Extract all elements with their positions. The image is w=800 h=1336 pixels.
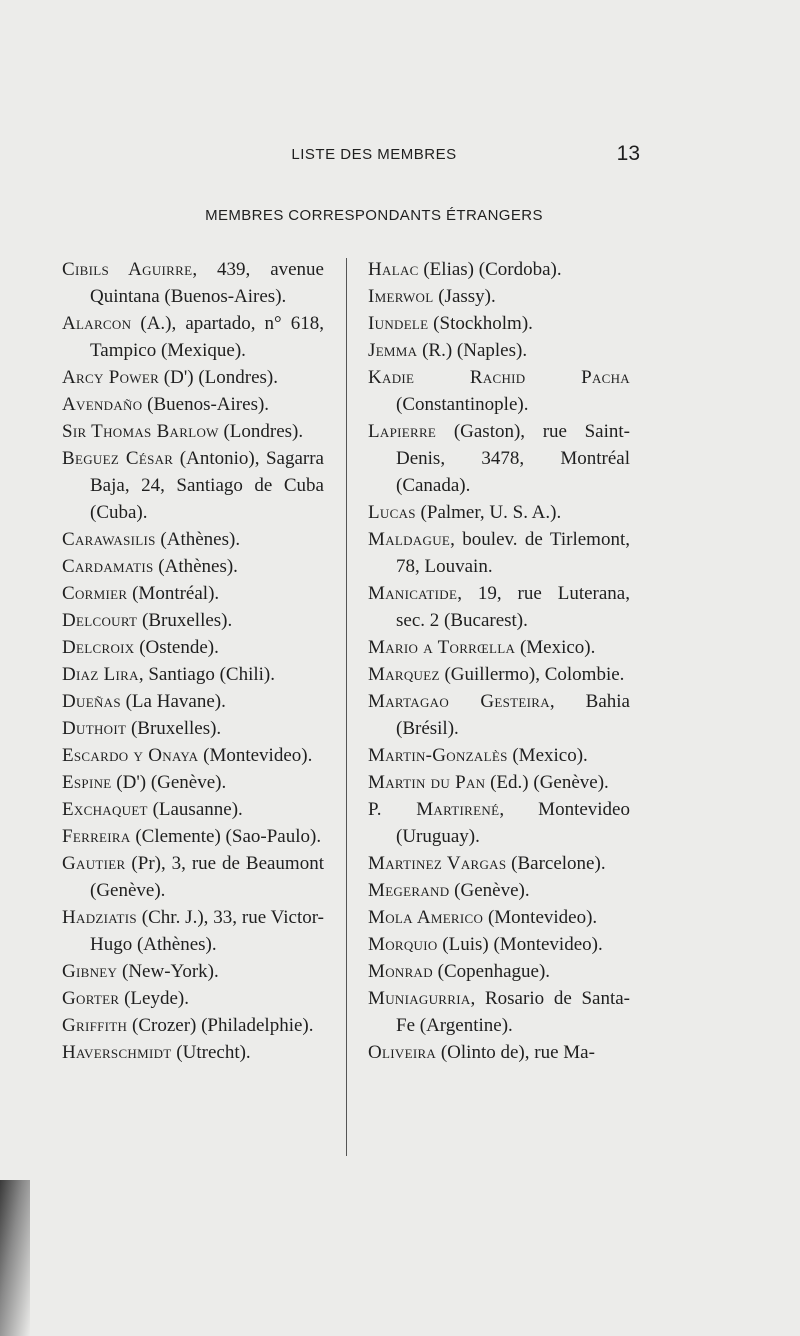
member-detail: (Copenhague). [432,961,551,982]
member-detail: (Stockholm). [428,313,533,334]
member-entry [62,1039,324,1066]
member-entry [368,688,630,742]
member-detail: (Chr. J.), 33, rue Victor-Hugo (Athènes). [90,907,324,955]
member-entry [62,742,324,769]
member-entry [368,418,630,499]
member-name: Hadziatis [62,907,137,928]
member-name: Lucas [368,502,416,523]
member-name: Monrad [368,961,433,982]
member-name: Manicatide [368,583,458,604]
member-name: Gorter [62,988,120,1009]
member-name: Martin-Gonzalès [368,745,508,766]
member-entry [62,715,324,742]
member-name: Gibney [62,961,118,982]
member-entry [368,985,630,1039]
member-detail: (R.) (Naples). [417,340,528,361]
page-edge-shadow [0,1180,30,1336]
member-entry [62,310,324,364]
member-detail: (Palmer, U. S. A.). [415,502,562,523]
member-detail: (Crozer) (Philadelphie). [127,1015,314,1036]
member-entry [368,769,630,796]
member-detail: (Montréal). [127,583,220,604]
member-entry [62,1012,324,1039]
member-name: Escardo y Onaya [62,745,199,766]
member-detail: (Leyde). [119,988,189,1009]
member-entry [368,580,630,634]
member-entry [62,904,324,958]
member-detail: (Buenos-Aires). [142,394,270,415]
member-detail: (New-York). [117,961,219,982]
column-divider [346,258,347,1156]
member-detail: (Jassy). [433,286,496,307]
member-detail: (D') (Genève). [111,772,227,793]
member-entry [62,823,324,850]
member-entry [62,607,324,634]
member-name: Haverschmidt [62,1042,172,1063]
member-name: Megerand [368,880,450,901]
member-name: Diaz Lira [62,664,139,685]
member-name: Sir Thomas Barlow [62,421,219,442]
member-entry [62,580,324,607]
member-entry [368,256,630,283]
member-name: Imerwol [368,286,434,307]
member-entry [368,526,630,580]
member-entry [368,931,630,958]
member-detail: (Athènes). [153,556,238,577]
member-name: Beguez César [62,448,174,469]
member-name: P. Martirené [368,799,500,820]
member-name: Delcroix [62,637,135,658]
member-name: Jemma [368,340,418,361]
section-title: MEMBRES CORRESPONDANTS ÉTRANGERS [205,207,543,224]
member-detail: (Barcelone). [506,853,606,874]
member-entry [62,553,324,580]
member-name: Espine [62,772,112,793]
member-name: Carawasilis [62,529,156,550]
member-entry [368,904,630,931]
member-name: Ferreira [62,826,131,847]
right-column [368,256,630,1066]
member-name: Cardamatis [62,556,154,577]
member-detail: (Londres). [218,421,304,442]
member-entry [368,499,630,526]
member-entry [62,958,324,985]
member-name: Martagao Gesteira [368,691,550,712]
member-name: Duthoit [62,718,127,739]
member-detail: (Ostende). [134,637,219,658]
member-detail: (Montevideo). [483,907,598,928]
member-entry [368,796,630,850]
member-detail: (Antonio), Sagarra Baja, 24, Santiago de Cuba (Cuba). [90,448,324,523]
member-entry [62,418,324,445]
member-name: Martinez Vargas [368,853,507,874]
running-title: LISTE DES MEMBRES [291,146,457,163]
member-name: Oliveira [368,1042,437,1063]
member-detail: (Guillermo), Colombie. [439,664,625,685]
member-detail: , boulev. de Tirlemont, 78, Louvain. [396,529,630,577]
member-entry [368,850,630,877]
member-name: Muniagurria [368,988,471,1009]
member-name: Morquio [368,934,438,955]
member-detail: (Gaston), rue Saint-Denis, 3478, Montréal (Canada). [396,421,630,496]
member-name: Arcy Power [62,367,160,388]
member-name: Mola Americo [368,907,484,928]
member-entry [62,364,324,391]
member-detail: (Constantinople). [396,394,529,415]
member-detail: , 19, rue Luterana, sec. 2 (Bucarest). [396,583,630,631]
member-detail: (Clemente) (Sao-Paulo). [130,826,322,847]
member-detail: , Santiago (Chili). [138,664,275,685]
member-name: Cormier [62,583,128,604]
member-entry [62,796,324,823]
member-name: Griffith [62,1015,128,1036]
left-column [62,256,324,1066]
member-entry [62,391,324,418]
member-entry [368,742,630,769]
member-detail: , Montevideo (Uruguay). [396,799,630,847]
member-detail: (Luis) (Montevideo). [437,934,603,955]
member-name: Kadie Rachid Pacha [368,367,630,388]
member-name: Avendaño [62,394,143,415]
member-entry [62,985,324,1012]
member-detail: (Utrecht). [171,1042,251,1063]
member-detail: (Genève). [449,880,530,901]
member-name: Cibils Aguirre [62,259,193,280]
member-entry [62,850,324,904]
member-detail: (Bruxelles). [137,610,233,631]
member-entry [368,283,630,310]
member-entry [62,445,324,526]
member-name: Maldague [368,529,451,550]
member-detail: (D') (Londres). [159,367,279,388]
member-detail: (Lausanne). [147,799,243,820]
member-name: Marquez [368,664,440,685]
member-entry [368,634,630,661]
page-number: 13 [616,142,640,165]
member-detail: , Bahia (Brésil). [396,691,630,739]
member-detail: (Elias) (Cordoba). [418,259,562,280]
member-detail: (Athènes). [155,529,241,550]
member-name: Delcourt [62,610,138,631]
member-entry [62,661,324,688]
member-entry [62,256,324,310]
member-entry [368,958,630,985]
member-name: Dueñas [62,691,121,712]
member-name: Martin du Pan [368,772,486,793]
member-detail: (Ed.) (Genève). [485,772,609,793]
member-detail: (Mexico). [507,745,588,766]
member-entry [368,1039,630,1066]
member-name: Alarcon [62,313,132,334]
member-detail: , Rosario de Santa-Fe (Argentine). [396,988,630,1036]
member-name: Gautier [62,853,126,874]
member-entry [368,364,630,418]
member-name: Mario a Torrœlla [368,637,516,658]
member-name: Lapierre [368,421,437,442]
member-detail: (Mexico). [515,637,596,658]
member-entry [368,877,630,904]
member-entry [368,661,630,688]
member-name: Halac [368,259,419,280]
member-detail: (Pr), 3, rue de Beaumont (Genève). [90,853,324,901]
member-detail: (Bruxelles). [126,718,222,739]
member-entry [62,526,324,553]
member-entry [62,634,324,661]
member-entry [62,688,324,715]
member-detail: (Montevideo). [198,745,313,766]
member-name: Iundele [368,313,429,334]
member-entry [368,337,630,364]
member-entry [62,769,324,796]
member-name: Exchaquet [62,799,148,820]
running-header [108,142,640,172]
member-detail: , 439, avenue Quintana (Buenos-Aires). [90,259,324,307]
member-detail: (Olinto de), rue Ma- [436,1042,595,1063]
member-entry [368,310,630,337]
member-detail: (A.), apartado, n° 618, Tampico (Mexique). [90,313,324,361]
member-detail: (La Havane). [120,691,226,712]
